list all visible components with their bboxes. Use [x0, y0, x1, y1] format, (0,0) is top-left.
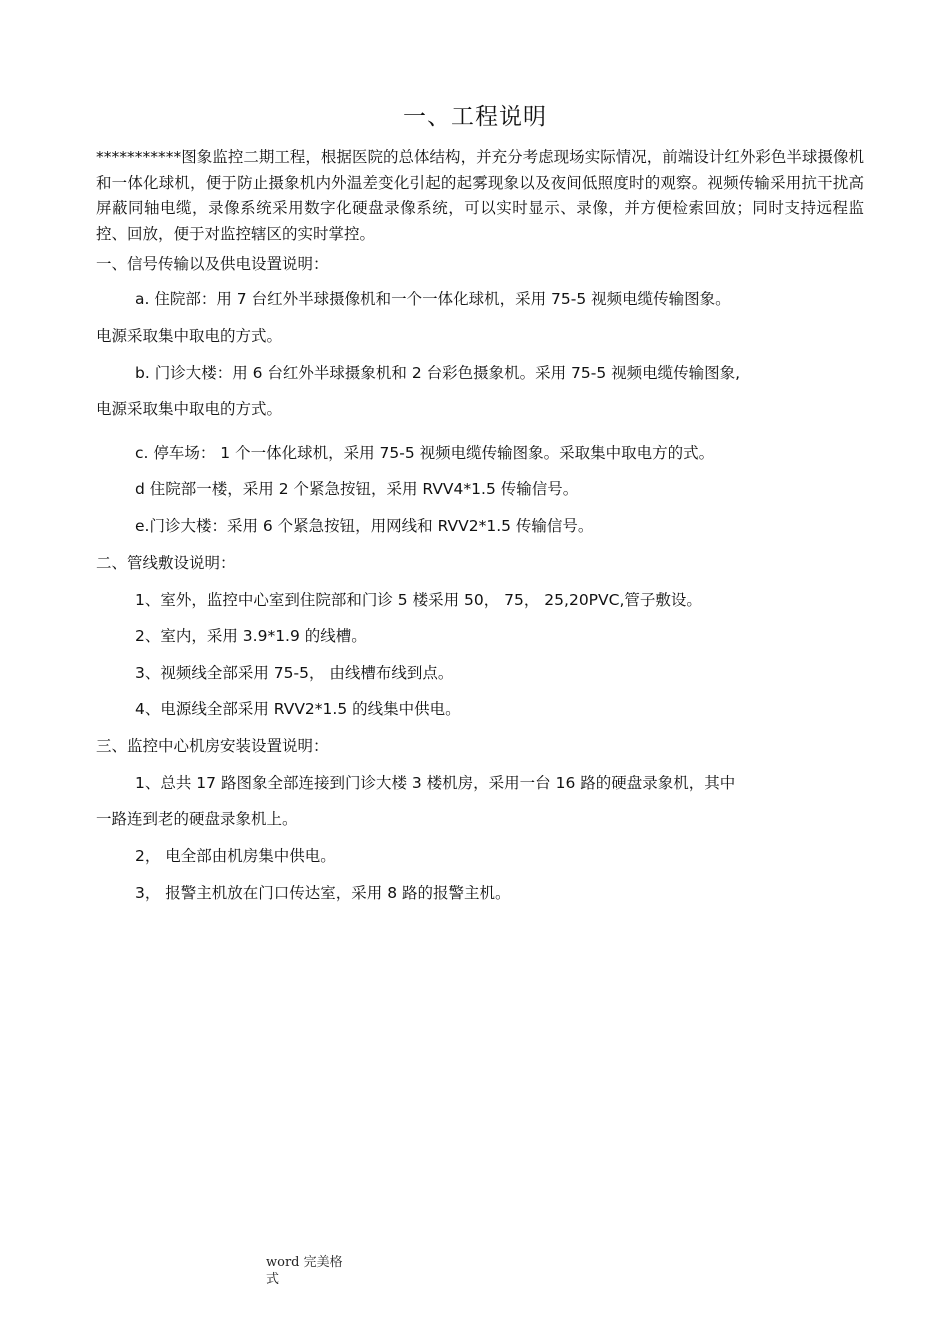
- section2-item-4: 4、电源线全部采用 RVV2*1.5 的线集中供电。: [135, 700, 461, 718]
- section1-item-e: e.门诊大楼：采用 6 个紧急按钮，用网线和 RVV2*1.5 传输信号。: [135, 517, 594, 535]
- section2-item-1: 1、室外，监控中心室到住院部和门诊 5 楼采用 50， 75， 25,20PVC,管子敷设。: [135, 591, 702, 609]
- section1-heading: 一、信号传输以及供电设置说明：: [96, 255, 329, 273]
- footer-watermark: [266, 1254, 346, 1288]
- section1-item-c: c. 停车场： 1 个一体化球机，采用 75-5 视频电缆传输图象。采取集中取电方的式。: [135, 444, 715, 462]
- page-title: 一、工程说明: [403, 104, 547, 130]
- section3-item-1-line2: 一路连到老的硬盘录象机上。: [96, 810, 298, 828]
- footer-line-2: 式: [266, 1272, 280, 1287]
- section1-item-d: d 住院部一楼，采用 2 个紧急按钮，采用 RVV4*1.5 传输信号。: [135, 480, 579, 498]
- section3-heading: 三、监控中心机房安装设置说明：: [96, 737, 329, 755]
- section1-item-b-line1: b. 门诊大楼：用 6 台红外半球摄象机和 2 台彩色摄象机。采用 75-5 视频电缆传输图象,: [135, 364, 741, 382]
- footer-line-1: word 完美格: [266, 1255, 343, 1270]
- section1-item-a-line1: a. 住院部：用 7 台红外半球摄像机和一个一体化球机，采用 75-5 视频电缆传输图象。: [135, 290, 731, 308]
- section1-item-a-line2: 电源采取集中取电的方式。: [96, 327, 283, 345]
- section3-item-3: 3， 报警主机放在门口传达室，采用 8 路的报警主机。: [135, 884, 511, 902]
- intro-paragraph: ***********图象监控二期工程，根据医院的总体结构，并充分考虑现场实际情况，前端设计红外彩色半球摄像机和一体化球机，便于防止摄象机内外温差变化引起的起雾现象以及夜间低照度时的观察。视频传输采用抗干扰高屏蔽同轴电缆，录像系统采用数字化硬盘录像系统，可以实时显示、录像，并方便检索回放；同时支持远程监控、回放，便于对监控辖区的实时掌控。: [96, 148, 864, 243]
- section2-item-2: 2、室内，采用 3.9*1.9 的线槽。: [135, 627, 367, 645]
- section2-heading: 二、管线敷设说明：: [96, 554, 236, 572]
- section1-item-b-line2: 电源采取集中取电的方式。: [96, 400, 283, 418]
- section3-item-2: 2， 电全部由机房集中供电。: [135, 847, 336, 865]
- section2-item-3: 3、视频线全部采用 75-5， 由线槽布线到点。: [135, 664, 454, 682]
- section3-item-1-line1: 1、总共 17 路图象全部连接到门诊大楼 3 楼机房，采用一台 16 路的硬盘录象机，其中: [135, 774, 736, 792]
